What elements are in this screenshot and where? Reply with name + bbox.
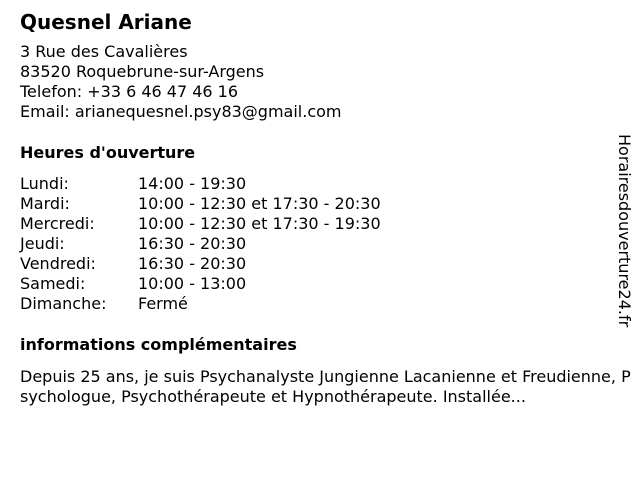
hours-row-sunday [20,294,632,314]
day-label: Mercredi: [20,214,95,233]
day-label: Mardi: [20,194,70,213]
time-value: 10:00 - 13:00 [138,274,247,293]
business-card [20,8,632,407]
hours-row-saturday [20,274,632,294]
hours-row-tuesday [20,194,632,214]
hours-row-thursday [20,234,632,254]
day-label: Vendredi: [20,254,96,273]
time-value: 16:30 - 20:30 [138,254,247,273]
hours-row-wednesday [20,214,632,234]
phone-number: Telefon: +33 6 46 47 46 16 [20,82,239,101]
day-label: Lundi: [20,174,69,193]
time-value: 16:30 - 20:30 [138,234,247,253]
opening-hours-list [20,174,632,314]
info-description: Depuis 25 ans, je suis Psychanalyste Jungienne Lacanienne et Freudienne, Psychologue, Psychothérapeute et Hypnothérapeute. Installée... [20,367,631,406]
day-label: Dimanche: [20,294,107,313]
contact-block [20,42,632,122]
time-value: 14:00 - 19:30 [138,174,247,193]
hours-row-friday [20,254,632,274]
hours-heading: Heures d'ouverture [20,143,196,162]
time-value: Fermé [138,294,188,313]
business-name: Quesnel Ariane [20,10,192,34]
address-line-1: 3 Rue des Cavalières [20,42,188,61]
time-value: 10:00 - 12:30 et 17:30 - 20:30 [138,194,381,213]
address-line-2: 83520 Roquebrune-sur-Argens [20,62,265,81]
time-value: 10:00 - 12:30 et 17:30 - 19:30 [138,214,381,233]
info-heading: informations complémentaires [20,335,297,354]
hours-row-monday [20,174,632,194]
email-address: Email: arianequesnel.psy83@gmail.com [20,102,342,121]
day-label: Samedi: [20,274,86,293]
day-label: Jeudi: [20,234,65,253]
site-watermark: Horairesdouverture24.fr [615,134,634,328]
